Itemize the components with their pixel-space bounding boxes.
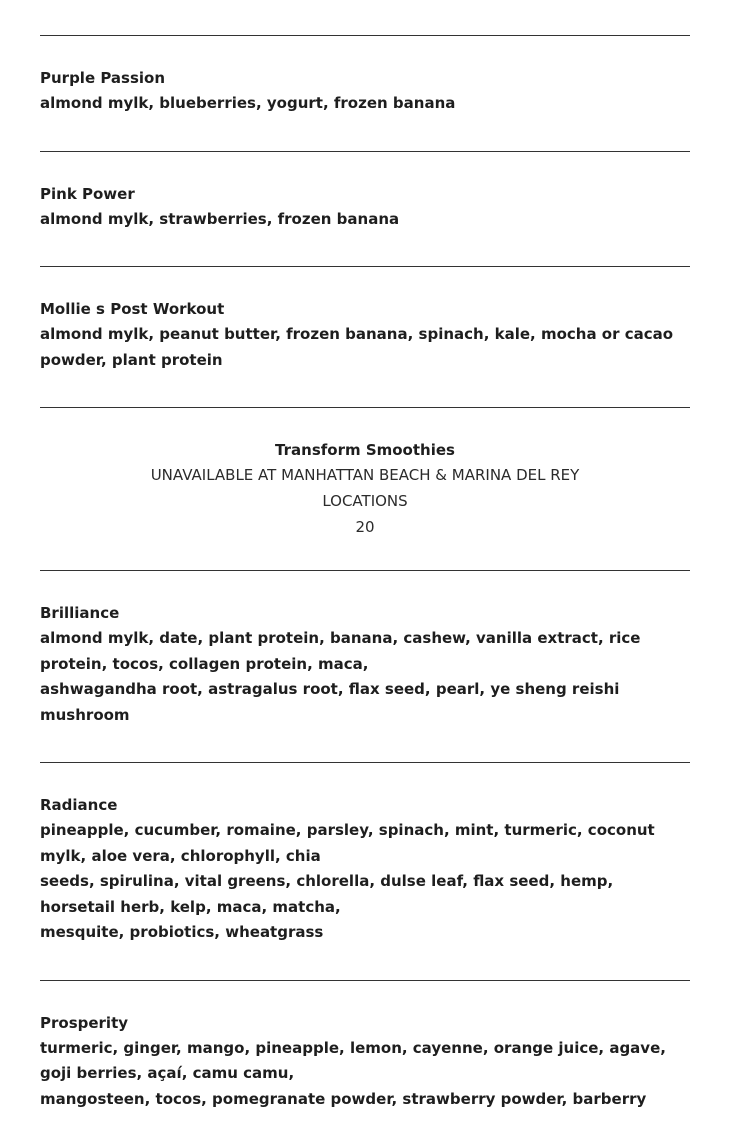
item-ingredients: mangosteen, tocos, pomegranate powder, strawberry powder, barberry <box>40 1087 690 1113</box>
item-ingredients: seeds, spirulina, vital greens, chlorella, dulse leaf, flax seed, hemp, horsetail herb, kelp, maca, matcha, <box>40 869 690 920</box>
section-title: Transform Smoothies <box>40 438 690 463</box>
menu-item-pink-power <box>40 152 690 267</box>
item-ingredients: almond mylk, peanut butter, frozen banana, spinach, kale, mocha or cacao powder, plant protein <box>40 322 690 373</box>
item-name: Purple Passion <box>40 66 690 91</box>
menu-list <box>40 35 690 1146</box>
item-name: Mollie s Post Workout <box>40 297 690 322</box>
menu-item-purple-passion <box>40 36 690 151</box>
menu-item-brilliance <box>40 571 690 762</box>
item-ingredients: almond mylk, blueberries, yogurt, frozen banana <box>40 91 690 117</box>
menu-item-post-workout <box>40 267 690 407</box>
item-ingredients: turmeric, ginger, mango, pineapple, lemon, cayenne, orange juice, agave, goji berries, açaí, camu camu, <box>40 1036 690 1087</box>
item-name: Prosperity <box>40 1011 690 1036</box>
section-header-transform-smoothies <box>40 408 690 570</box>
item-name: Pink Power <box>40 182 690 207</box>
item-name: Brilliance <box>40 601 690 626</box>
menu-item-prosperity <box>40 981 690 1146</box>
menu-item-radiance <box>40 763 690 980</box>
section-availability-note: UNAVAILABLE AT MANHATTAN BEACH & MARINA DEL REY LOCATIONS <box>130 463 600 514</box>
section-price: 20 <box>40 514 690 540</box>
item-ingredients: almond mylk, date, plant protein, banana, cashew, vanilla extract, rice protein, tocos, collagen protein, maca, <box>40 626 690 677</box>
item-ingredients: almond mylk, strawberries, frozen banana <box>40 207 690 233</box>
item-ingredients: pineapple, cucumber, romaine, parsley, spinach, mint, turmeric, coconut mylk, aloe vera, chlorophyll, chia <box>40 818 690 869</box>
item-name: Radiance <box>40 793 690 818</box>
item-ingredients: mesquite, probiotics, wheatgrass <box>40 920 690 946</box>
item-ingredients: ashwagandha root, astragalus root, flax seed, pearl, ye sheng reishi mushroom <box>40 677 690 728</box>
